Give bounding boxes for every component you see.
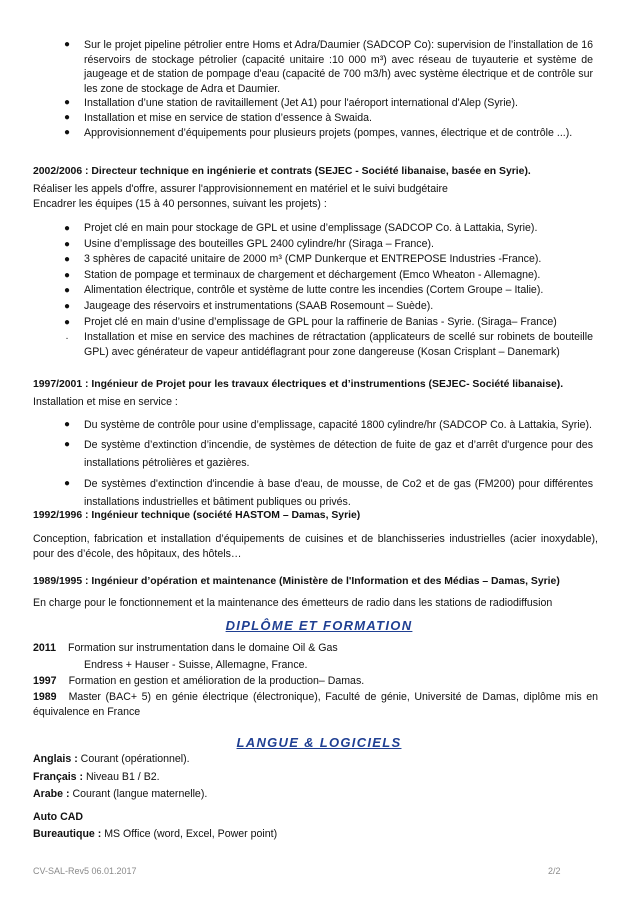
bullet-icon: ●	[63, 254, 71, 266]
list-item: ● Jaugeage des réservoirs et instrumentations (SAAB Rosemount – Suède).	[0, 299, 638, 315]
list-item: ● Station de pompage et terminaux de chargement et déchargement (Emco Wheaton - Allemagne).	[0, 268, 638, 284]
footer-revision: CV-SAL-Rev5 06.01.2017	[33, 866, 137, 876]
list-item: ● Projet clé en main pour stockage de GPL et usine d’emplissage (SADCOP Co. à Lattakia, Syrie).	[0, 221, 638, 237]
bullet-icon: ●	[63, 269, 71, 281]
list-item: ● De systèmes d'extinction d'incendie à base d'eau, de mousse, de Co2 et de gas (FM200) pour différentes installations industrielles et bâtiment publiques ou privés.	[0, 475, 638, 511]
bullet-icon: ●	[63, 419, 71, 430]
list-item: ● Installation et mise en service de station d’essence à Swaida.	[63, 111, 372, 124]
job-heading-1997: 1997/2001 : Ingénieur de Projet pour les travaux électriques et d’instrumentions (SEJEC- Société libanaise).	[33, 379, 564, 390]
bullet-icon: ●	[63, 39, 71, 50]
job-heading-2002: 2002/2006 : Directeur technique en ingénierie et contrats (SEJEC - Société libanaise, basée en Syrie).	[33, 166, 531, 177]
footer-page-number: 2/2	[548, 866, 561, 876]
logiciel-bureautique: Bureautique : MS Office (word, Excel, Power point)	[33, 828, 278, 840]
list-item: . Installation et mise en service des machines de rétractation (applicateurs de scellé sur robinets de bouteille GPL) avec générateur de vapeur antidéflagrant pour zone dangereuse (Kosan Crisplant – Danemark)	[0, 330, 638, 360]
job-description: Réaliser les appels d'offre, assurer l'approvisionnement en matériel et le suivi budgétaire	[33, 183, 448, 195]
job-heading-1989: 1989/1995 : Ingénieur d’opération et maintenance (Ministère de l'Information et des Médias – Damas, Syrie)	[33, 576, 560, 587]
formation-1989: 1989 Master (BAC+ 5) en génie électrique (électronique), Faculté de génie, Université de Damas, diplôme mis en équivalence en France	[33, 691, 598, 718]
list-item: ● Usine d’emplissage des bouteilles GPL 2400 cylindre/hr (Siraga – France).	[0, 237, 638, 253]
list-item: ● Installation d’une station de ravitaillement (Jet A1) pour l'aéroport international d'Alep (Syrie).	[63, 97, 518, 110]
formation-year: 1989	[33, 691, 57, 703]
logiciel-autocad: Auto CAD	[33, 811, 84, 823]
langue-francais: Français : Niveau B1 / B2.	[33, 771, 160, 783]
job-description: En charge pour le fonctionnement et la maintenance des émetteurs de radio dans les stations de radiodiffusion	[33, 597, 553, 609]
list-item: ● Du système de contrôle pour usine d’emplissage, capacité 1800 cylindre/hr (SADCOP Co. à Lattakia, Syrie).	[63, 419, 592, 431]
section-title-diplome: DIPLÔME ET FORMATION	[225, 618, 413, 633]
bullet-icon: .	[65, 331, 69, 343]
job-description: Conception, fabrication et installation d’équipements de cuisines et de blanchisseries industrielles (acier inoxydable), pour des d’école, des hôpitaux, des hôtels…	[33, 533, 598, 560]
list-item: ● De système d’extinction d’incendie, de systèmes de détection de fuite de gaz et d’arrêt d'urgence pour des installations pétrolières et gazières.	[0, 436, 638, 472]
list-item: ● 3 sphères de capacité unitaire de 2000 m³ (CMP Dunkerque et ENTREPOSE Industries -France).	[0, 252, 638, 268]
job-heading-1992: 1992/1996 : Ingénieur technique (société HASTOM – Damas, Syrie)	[33, 510, 361, 521]
bullet-icon: ●	[63, 97, 71, 109]
list-item: ● Approvisionnement d’équipements pour plusieurs projets (pompes, vannes, électrique et de contrôle ...).	[63, 126, 573, 139]
formation-detail: Endress + Hauser - Suisse, Allemagne, France.	[84, 659, 308, 671]
job-description: Encadrer les équipes (15 à 40 personnes, suivant les projets) :	[33, 198, 327, 210]
bullet-icon: ●	[63, 285, 71, 297]
bullet-icon: ●	[63, 111, 71, 123]
bullet-icon: ●	[63, 316, 71, 328]
bullet-icon: ●	[63, 438, 71, 450]
formation-year: 2011	[33, 642, 56, 654]
langue-anglais: Anglais : Courant (opérationnel).	[33, 753, 190, 765]
bullet-icon: ●	[63, 477, 71, 489]
bullet-icon: ●	[63, 223, 71, 234]
formation-1997: 1997 Formation en gestion et amélioration de la production– Damas.	[33, 675, 365, 687]
langue-arabe: Arabe : Courant (langue maternelle).	[33, 788, 208, 800]
list-item: ● Alimentation électrique, contrôle et système de lutte contre les incendies (Cortem Groupe – Italie).	[0, 283, 638, 299]
job-description: Installation et mise en service :	[33, 396, 178, 408]
project-list-1997	[0, 418, 638, 511]
section-title-langue: LANGUE & LOGICIELS	[236, 735, 402, 750]
formation-year: 1997	[33, 675, 57, 687]
bullet-icon: ●	[63, 238, 71, 250]
bullet-icon: ●	[63, 126, 71, 138]
project-list-top	[0, 38, 638, 140]
formation-2011: 2011 Formation sur instrumentation dans le domaine Oil & Gas	[33, 642, 338, 654]
project-list-2002	[0, 221, 638, 360]
list-item: ● Projet clé en main d’usine d’emplissage de GPL pour la raffinerie de Banias - Syrie. (Siraga– France)	[0, 315, 638, 331]
bullet-icon: ●	[63, 300, 71, 312]
list-item: ● Sur le projet pipeline pétrolier entre Homs et Adra/Daumier (SADCOP Co): supervision de l’installation de 16 réservoirs de stockage pétrolier (capacité unitaire :10 000 m³) avec réseau de tuyauterie et système de jaugeage et de station de pompage d'eau (capacité de 700 m3/h) avec système électrique et de contrôle sur les zone de stockage de Adra et Daumier.	[63, 39, 593, 95]
